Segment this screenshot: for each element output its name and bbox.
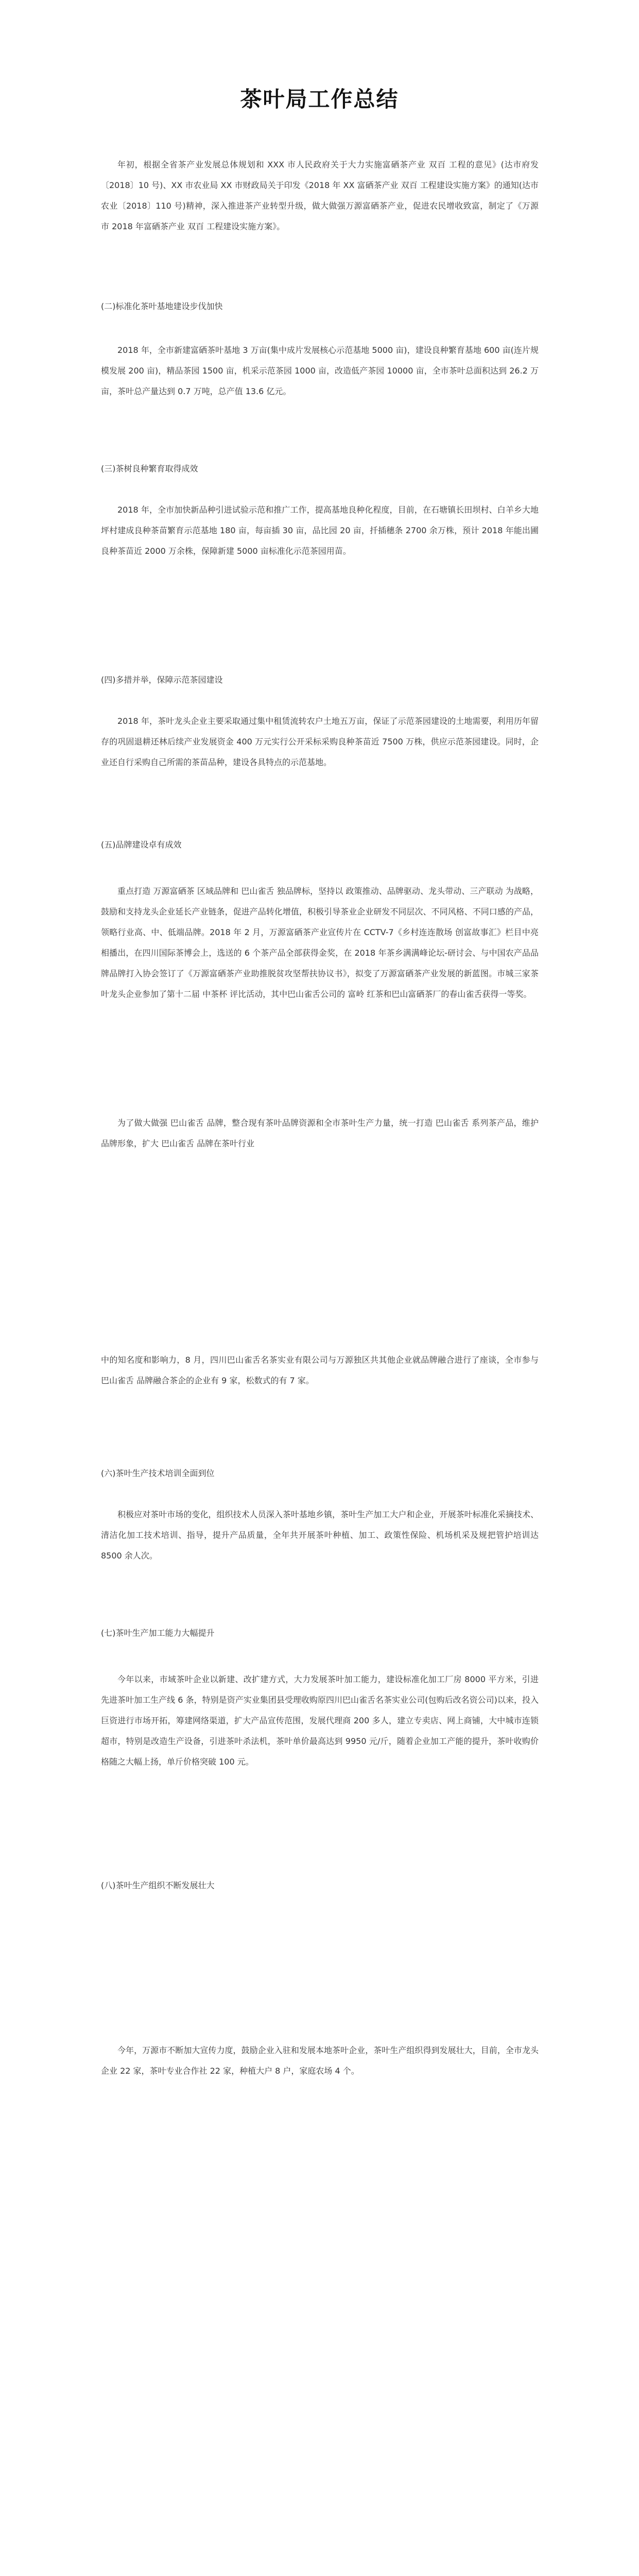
document-title: 茶叶局工作总结 [240, 87, 399, 112]
intro-paragraph: 年初，根据全省茶产业发展总体规划和 XXX 市人民政府关于大力实施富硒茶产业 双百 工程的意见》(达市府发〔2018〕10 号)、XX 市农业局 XX 市财政局关于印发《2018 年 XX 富硒茶产业 双百 工程建设实施方案》的通知(达市农业〔2018〕110 号)精神，深入推进茶产业转型升级，做大做强万源富硒茶产业，促进农民增收致富，制定了《万源市 2018 年富硒茶产业 双百 工程建设实施方案》。 [101, 160, 539, 231]
section-paragraph-6: 积极应对茶叶市场的变化，组织技术人员深入茶叶基地乡镇，茶叶生产加工大户和企业，开展茶叶标准化采摘技术、清洁化加工技术培训、指导，提升产品质量，全年共开展茶叶种植、加工、政策性保险、机场机采及规把管护培训达 8500 余人次。 [101, 1510, 539, 1561]
section-heading-2: (二)标准化茶叶基地建设步伐加快 [101, 301, 223, 311]
section-paragraph-3: 2018 年，全市加快新品种引进试验示范和推广工作，提高基地良种化程度，目前，在石塘镇长田坝村、白羊乡大地坪村建成良种茶苗繁育示范基地 180 亩，每亩插 30 亩，品比园 20 亩，扦插穗条 2700 余万株，预计 2018 年能出圃良种茶苗近 2000 万余株，保障新建 5000 亩标准化示范茶园用苗。 [101, 505, 539, 556]
section-heading-3: (三)茶树良种繁育取得成效 [101, 464, 198, 473]
section-paragraph-5b: 为了做大做强 巴山雀舌 品牌，整合现有茶叶品牌资源和全市茶叶生产力量，统一打造 巴山雀舌 系列茶产品，维护品牌形象，扩大 巴山雀舌 品牌在茶叶行业 [101, 1118, 539, 1148]
section-paragraph-8: 今年，万源市不断加大宣传力度，鼓励企业入驻和发展本地茶叶企业，茶叶生产组织得到发展壮大，目前，全市龙头企业 22 家，茶叶专业合作社 22 家，种植大户 8 户，家庭农场 4 个。 [101, 2045, 539, 2076]
section-heading-6: (六)茶叶生产技术培训全面到位 [101, 1468, 215, 1478]
section-paragraph-4: 2018 年，茶叶龙头企业主要采取通过集中租赁流转农户土地五万亩，保证了示范茶园建设的土地需要，利用历年留存的巩固退耕还林后续产业发展资金 400 万元实行公开采标采购良种茶苗近 7500 万株，供应示范茶园建设。同时，企业还自行采购自己所需的茶苗品种，建设各具特点的示范基地。 [101, 716, 539, 767]
section-paragraph-7: 今年以来，市域茶叶企业以新建、改扩建方式，大力发展茶叶加工能力，建设标准化加工厂房 8000 平方米，引进先进茶叶加工生产线 6 条，特别是资产实业集团县受理收购原四川巴山雀舌名茶实业公司(包购后改名资公司)以来，投入巨资进行市场开拓，筹建网络渠道，扩大产品宣传范围，发展代理商 200 多人，建立专卖店、网上商铺，大中城市连锁超市，特别是改造生产设备，引进茶叶杀法机，茶叶单价最高达到 9950 元/斤，随着企业加工产能的提升，茶叶收购价格随之大幅上扬，单斤价格突破 100 元。 [101, 1674, 539, 1767]
section-heading-4: (四)多措并举，保障示范茶园建设 [101, 675, 223, 685]
section-paragraph-5c: 中的知名度和影响力，8 月，四川巴山雀舌名茶实业有限公司与万源独区共其他企业就品牌融合进行了座谈，全市参与 巴山雀舌 品牌融合茶企的企业有 9 家，松数式的有 7 家。 [101, 1355, 539, 1385]
section-paragraph-2: 2018 年，全市新建富硒茶叶基地 3 万亩(集中成片发展核心示范基地 5000 亩)，建设良种繁育基地 600 亩(连片规模发展 200 亩)，精品茶园 1500 亩，机采示范茶园 1000 亩，改造低产茶园 10000 亩，全市茶叶总面积达到 26.2 万亩，茶叶总产量达到 0.7 万吨，总产值 13.6 亿元。 [101, 345, 539, 396]
section-heading-5: (五)品牌建设卓有成效 [101, 840, 182, 850]
section-paragraph-5: 重点打造 万源富硒茶 区域品牌和 巴山雀舌 独品牌标，坚持以 政策推动、品牌驱动、龙头带动、三产联动 为战略，鼓励和支持龙头企业延长产业链条，促进产品转化增值，积极引导茶业企业研发不同层次、不同风格、不同口感的产品，领略行业高、中、低端品牌。2018 年 2 月，万源富硒茶产业宣传片在 CCTV-7《乡村连连散场 创富故事汇》栏目中亮相播出，在四川国际茶博会上，选送的 6 个茶产品全部获得金奖，在 2018 年茶乡满满峰论坛-研讨会、与中国农产品品牌品牌打入协会签订了《万源富硒茶产业助推脱贫攻坚帮扶协议书》，拟变了万源富硒茶产业发展的新蓝图。市城三家茶叶龙头企业参加了第十二届 中茶杯 评比活动，其中巴山雀舌公司的 富岭 红茶和巴山富硒茶厂的春山雀舌获得一等奖。 [101, 886, 539, 999]
section-heading-7: (七)茶叶生产加工能力大幅提升 [101, 1628, 215, 1638]
section-heading-8: (八)茶叶生产组织不断发展壮大 [101, 1880, 215, 1890]
